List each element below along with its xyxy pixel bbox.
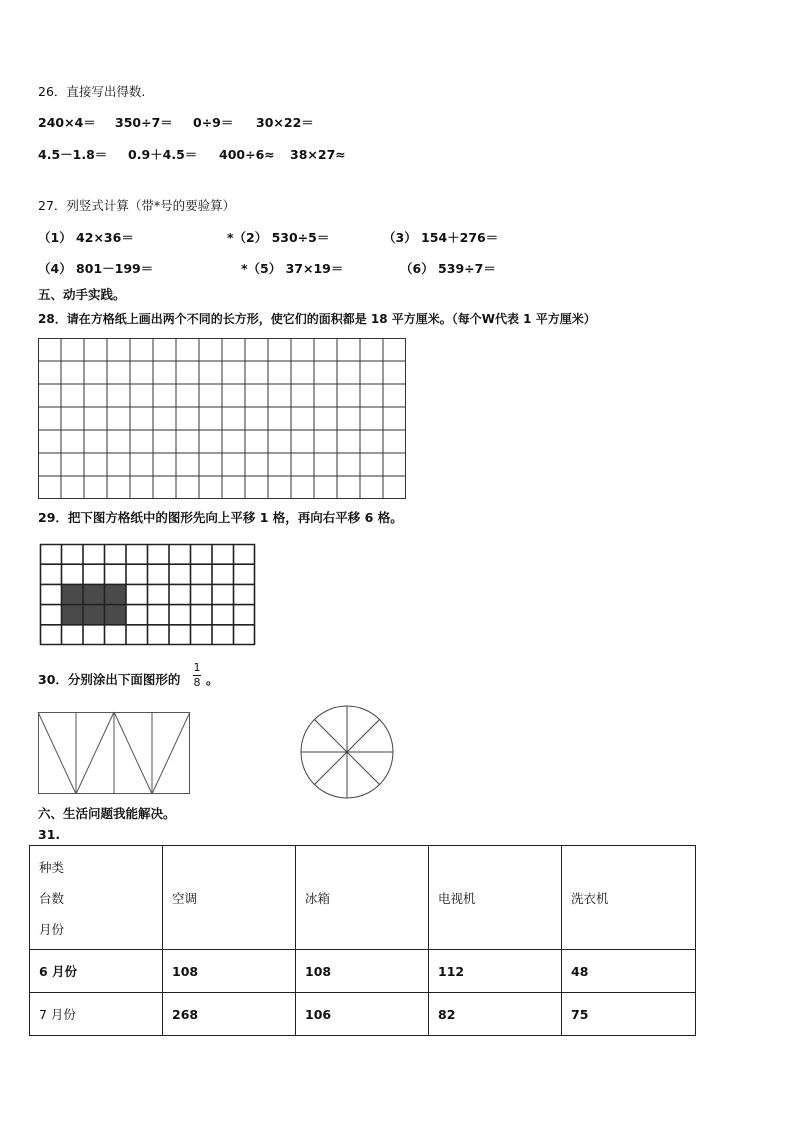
section-6-heading: 六、生活问题我能解决。	[38, 806, 176, 821]
q26-expr-5: 4.5－1.8＝	[38, 147, 108, 162]
q30-circle-figure[interactable]	[300, 705, 394, 799]
table-cell: 75	[562, 993, 696, 1036]
q27-expr-1: （1） 42×36＝	[38, 230, 134, 245]
q30-title-prefix: 30．分别涂出下面图形的	[38, 672, 181, 687]
q30-fraction	[193, 662, 201, 689]
table-corner-header	[30, 846, 163, 950]
q30-rect-diagonal	[76, 712, 114, 794]
table-cell: 108	[296, 950, 429, 993]
q30-rect-diagonal	[152, 712, 190, 794]
table-header-row	[30, 846, 696, 950]
q30-rect-diagonal	[38, 712, 76, 794]
q27-expr-2: *（2） 530÷5＝	[227, 230, 330, 245]
q26-expr-6: 0.9＋4.5＝	[128, 147, 198, 162]
q27-expr-4: （4） 801－199＝	[38, 261, 154, 276]
q26-expr-7: 400÷6≈	[219, 147, 275, 162]
q29-title: 29．把下图方格纸中的图形先向上平移 1 格，再向右平移 6 格。	[38, 510, 403, 525]
q30-rect-diagonal	[114, 712, 152, 794]
q27-expr-5: *（5） 37×19＝	[241, 261, 344, 276]
table-cell: 106	[296, 993, 429, 1036]
row-label: 6 月份	[30, 950, 163, 993]
header-category-label: 种类	[39, 860, 65, 875]
table-cell: 48	[562, 950, 696, 993]
header-month-label: 月份	[39, 922, 65, 937]
q28-grid-paper[interactable]	[38, 338, 408, 500]
q26-expr-1: 240×4＝	[38, 115, 96, 130]
column-header: 电视机	[429, 846, 562, 950]
q29-grid-paper[interactable]	[40, 544, 256, 646]
table-row	[30, 950, 696, 993]
q27-expr-3: （3） 154＋276＝	[383, 230, 499, 245]
q30-rectangle-figure[interactable]	[38, 712, 190, 794]
q30-title-suffix: 。	[206, 672, 219, 687]
table-cell: 108	[163, 950, 296, 993]
section-5-heading: 五、动手实践。	[38, 287, 126, 302]
q27-title: 27．列竖式计算（带*号的要验算）	[38, 198, 236, 213]
header-count-label: 台数	[39, 891, 65, 906]
q26-expr-8: 38×27≈	[290, 147, 346, 162]
q30-fraction-numerator: 1	[193, 661, 201, 674]
column-header: 洗衣机	[562, 846, 696, 950]
table-cell: 112	[429, 950, 562, 993]
column-header: 冰箱	[296, 846, 429, 950]
q27-expr-6: （6） 539÷7＝	[400, 261, 496, 276]
row-label: 7 月份	[30, 993, 163, 1036]
table-cell: 82	[429, 993, 562, 1036]
table-row	[30, 993, 696, 1036]
q31-table	[29, 845, 696, 1036]
q26-expr-3: 0÷9＝	[193, 115, 234, 130]
q31-title: 31.	[38, 827, 61, 842]
q26-title: 26．直接写出得数.	[38, 84, 146, 99]
q26-expr-2: 350÷7＝	[115, 115, 173, 130]
q30-fraction-denominator: 8	[193, 676, 201, 689]
q28-title: 28．请在方格纸上画出两个不同的长方形，使它们的面积都是 18 平方厘米。（每个W代表 1 平方厘米）	[38, 312, 596, 326]
table-cell: 268	[163, 993, 296, 1036]
column-header: 空调	[163, 846, 296, 950]
q26-expr-4: 30×22＝	[256, 115, 314, 130]
